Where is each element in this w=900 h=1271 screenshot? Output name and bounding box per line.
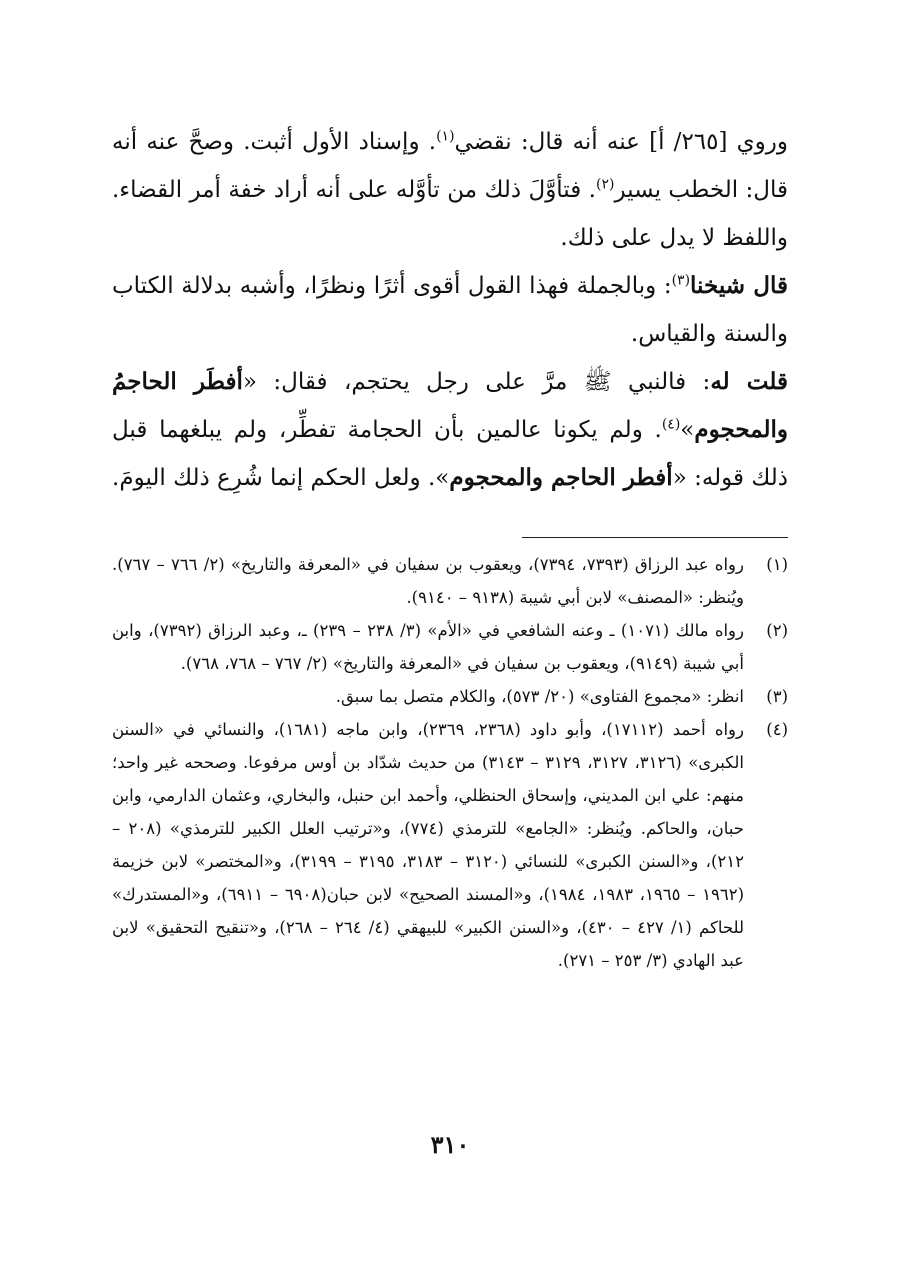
footnote-ref-3: (٣) bbox=[671, 272, 691, 289]
para3-text-d: ». ولعل الحكم إنما شُرِع ذلك اليومَ. bbox=[112, 465, 450, 491]
footnote-3 bbox=[112, 680, 788, 713]
footnote-number: (٣) bbox=[766, 687, 788, 706]
para3-speaker: قلت له bbox=[710, 368, 788, 395]
para3-text-b: » bbox=[680, 417, 695, 443]
footnote-ref-2: (٢) bbox=[595, 176, 615, 193]
para1-text-b: . وإسناد الأول أثبت. وصحَّ عنه أنه قال: الخطب يسير bbox=[112, 129, 788, 203]
footnotes bbox=[112, 548, 788, 977]
footnote-2 bbox=[112, 614, 788, 680]
footnote-number: (٤) bbox=[766, 720, 788, 739]
footnote-ref-1: (١) bbox=[436, 128, 455, 145]
hadith-quote-1: أفطَر الحاجمُ والمحجوم bbox=[112, 368, 788, 443]
paragraph-1 bbox=[112, 118, 788, 262]
footnote-text: رواه أحمد (١٧١١٢)، وأبو داود (٢٣٦٨، ٢٣٦٩)، وابن ماجه (١٦٨١)، والنسائي في «السنن الكبرى» (٣١٢٦، ٣١٢٧، ٣١٢٩ – ٣١٤٣) من حديث شدّاد بن أوس مرفوعا. وصححه غير واحد؛ منهم: علي ابن المديني، وإسحاق الحنظلي، وأحمد ابن حنبل، والبخاري، وعثمان الدارمي، وابن حبان، والحاكم. ويُنظر: «الجامع» للترمذي (٧٧٤)، و«ترتيب العلل الكبير للترمذي» (٢٠٨ – ٢١٢)، و«السنن الكبرى» للنسائي (٣١٢٠ – ٣١٨٣، ٣١٩٥ – ٣١٩٩)، و«المختصر» لابن خزيمة (١٩٦٢ – ١٩٦٥، ١٩٨٣، ١٩٨٤)، و«المسند الصحيح» لابن حبان(٦٩٠٨ – ٦٩١١)، و«المستدرك» للحاكم (١/ ٤٢٧ – ٤٣٠)، و«السنن الكبير» للبيهقي (٤/ ٢٦٤ – ٢٦٨)، و«تنقيح التحقيق» لابن عبد الهادي (٣/ ٢٥٣ – ٢٧١). bbox=[112, 720, 745, 970]
para3-text-c: . ولم يكونا عالمين بأن الحجامة تفطِّر، ولم يبلغهما قبل ذلك قوله: « bbox=[112, 417, 788, 491]
page-number: ٣١٠ bbox=[430, 1130, 470, 1159]
para3-text-a: : فالنبي ﷺ مرَّ على رجل يحتجم، فقال: « bbox=[242, 369, 711, 395]
para1-text-c: . فتأوَّلَ ذلك من تأوَّله على أنه أراد خفة أمر القضاء. واللفظ لا يدل على ذلك. bbox=[112, 177, 788, 251]
paragraph-3 bbox=[112, 358, 788, 502]
footnote-4 bbox=[112, 713, 788, 977]
main-text bbox=[112, 118, 788, 502]
footnote-text: رواه عبد الرزاق (٧٣٩٣، ٧٣٩٤)، ويعقوب بن سفيان في «المعرفة والتاريخ» (٢/ ٧٦٦ – ٧٦٧). ويُنظر: «المصنف» لابن أبي شيبة (٩١٣٨ – ٩١٤٠). bbox=[112, 555, 744, 607]
para1-text-a: وروي [٢٦٥/ أ] عنه أنه قال: نقضي bbox=[454, 129, 789, 155]
hadith-quote-2: أفطر الحاجم والمحجوم bbox=[449, 464, 673, 491]
footnote-text: رواه مالك (١٠٧١) ـ وعنه الشافعي في «الأم» (٣/ ٢٣٨ – ٢٣٩) ـ، وعبد الرزاق (٧٣٩٢)، وابن أبي شيبة (٩١٤٩)، ويعقوب بن سفيان في «المعرفة والتاريخ» (٢/ ٧٦٧ – ٧٦٨، ٧٦٨). bbox=[112, 621, 744, 673]
para2-text: : وبالجملة فهذا القول أقوى أثرًا ونظرًا، وأشبه بدلالة الكتاب والسنة والقياس. bbox=[112, 273, 788, 347]
footnote-1 bbox=[112, 548, 788, 614]
para2-speaker: قال شيخنا bbox=[690, 272, 788, 299]
footnote-text: انظر: «مجموع الفتاوى» (٢٠/ ٥٧٣)، والكلام متصل بما سبق. bbox=[335, 687, 744, 706]
footnote-ref-4: (٤) bbox=[661, 416, 681, 433]
footnote-divider bbox=[522, 537, 788, 538]
paragraph-2 bbox=[112, 262, 788, 358]
footnote-number: (٢) bbox=[766, 621, 788, 640]
footnote-number: (١) bbox=[766, 555, 788, 574]
